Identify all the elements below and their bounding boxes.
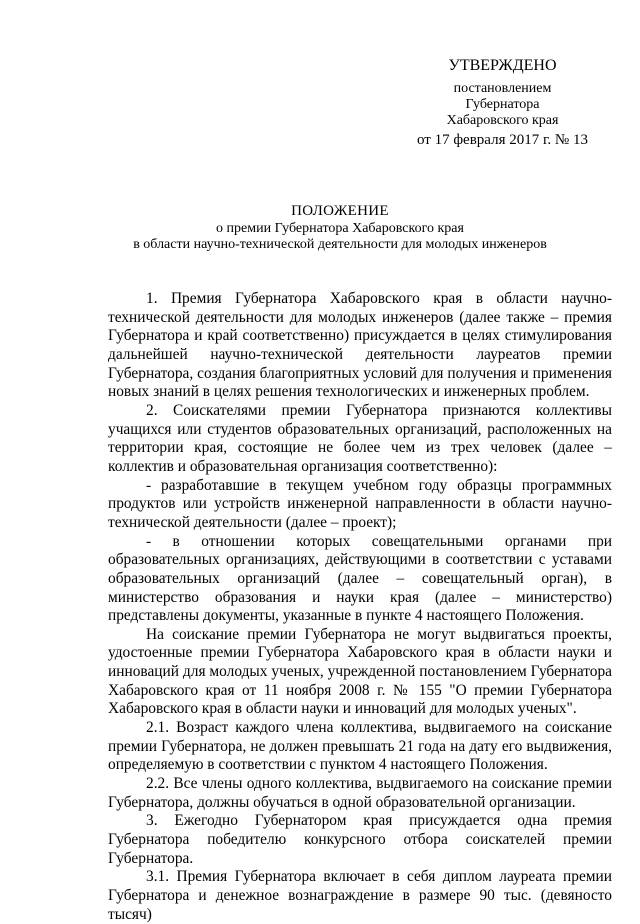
paragraph-2: 2. Соискателями премии Губернатора признаются коллективы учащихся или студентов образовательных организаций, расположенных на территории края, состоящие не более чем из трех человек (далее – коллектив и образовательная организация соответственно): (108, 401, 612, 475)
approval-stamp (400, 58, 605, 148)
approval-line-3: Хабаровского края (446, 113, 559, 128)
paragraph-2-item-1: - разработавшие в текущем учебном году образцы программных продуктов или устройств инженерной направленности в области научно-технической деятельности (далее – проект); (108, 476, 612, 531)
paragraph-3-1: 3.1. Премия Губернатора включает в себя диплом лауреата премии Губернатора и денежное вознаграждение в размере 90 тыс. (девяносто тысяч) (108, 868, 612, 923)
paragraph-exclusion: На соискание премии Губернатора не могут выдвигаться проекты, удостоенные премии Губернатора Хабаровского края в области науки и инноваций для молодых ученых, учрежденной постановлением Губернатора Хабаровского края от 11 ноября 2008 г. № 155 "О премии Губернатора Хабаровского края в области науки и инноваций для молодых ученых". (108, 625, 612, 718)
paragraph-2-1: 2.1. Возраст каждого члена коллектива, выдвигаемого на соискание премии Губернатора, не должен превышать 21 года на дату его выдвижения, определяемую в соответствии с пунктом 4 настоящего Положения. (108, 719, 612, 774)
document-subtitle-2: в области научно-технической деятельности для молодых инженеров (133, 237, 547, 252)
document-title: ПОЛОЖЕНИЕ (291, 203, 389, 219)
approved-label: УТВЕРЖДЕНО (448, 57, 557, 74)
document-subtitle-1: о премии Губернатора Хабаровского края (216, 221, 464, 236)
approval-line-1: постановлением (453, 81, 552, 96)
approval-date: от 17 февраля 2017 г. № 13 (416, 132, 588, 148)
document-title-block (90, 203, 590, 253)
paragraph-2-2: 2.2. Все члены одного коллектива, выдвигаемого на соискание премии Губернатора, должны обучаться в одной образовательной организации. (108, 775, 612, 811)
paragraph-3: 3. Ежегодно Губернатором края присуждается одна премия Губернатора победителю конкурсного отбора соискателей премии Губернатора. (108, 812, 612, 867)
document-body (108, 290, 612, 924)
approval-line-2: Губернатора (465, 97, 540, 112)
paragraph-1: 1. Премия Губернатора Хабаровского края в области научно-технической деятельности для молодых инженеров (далее также – премия Губернатора и край соответственно) присуждается в целях стимулирования дальнейшей научно-технической деятельности лауреатов премии Губернатора, создания благоприятных условий для получения и применения новых знаний в целях решения технологических и инженерных проблем. (108, 290, 612, 401)
paragraph-2-item-2: - в отношении которых совещательными органами при образовательных организациях, действующими в соответствии с уставами образовательных организаций (далее – совещательный орган), в министерство образования и науки края (далее – министерство) представлены документы, указанные в пункте 4 настоящего Положения. (108, 532, 612, 625)
